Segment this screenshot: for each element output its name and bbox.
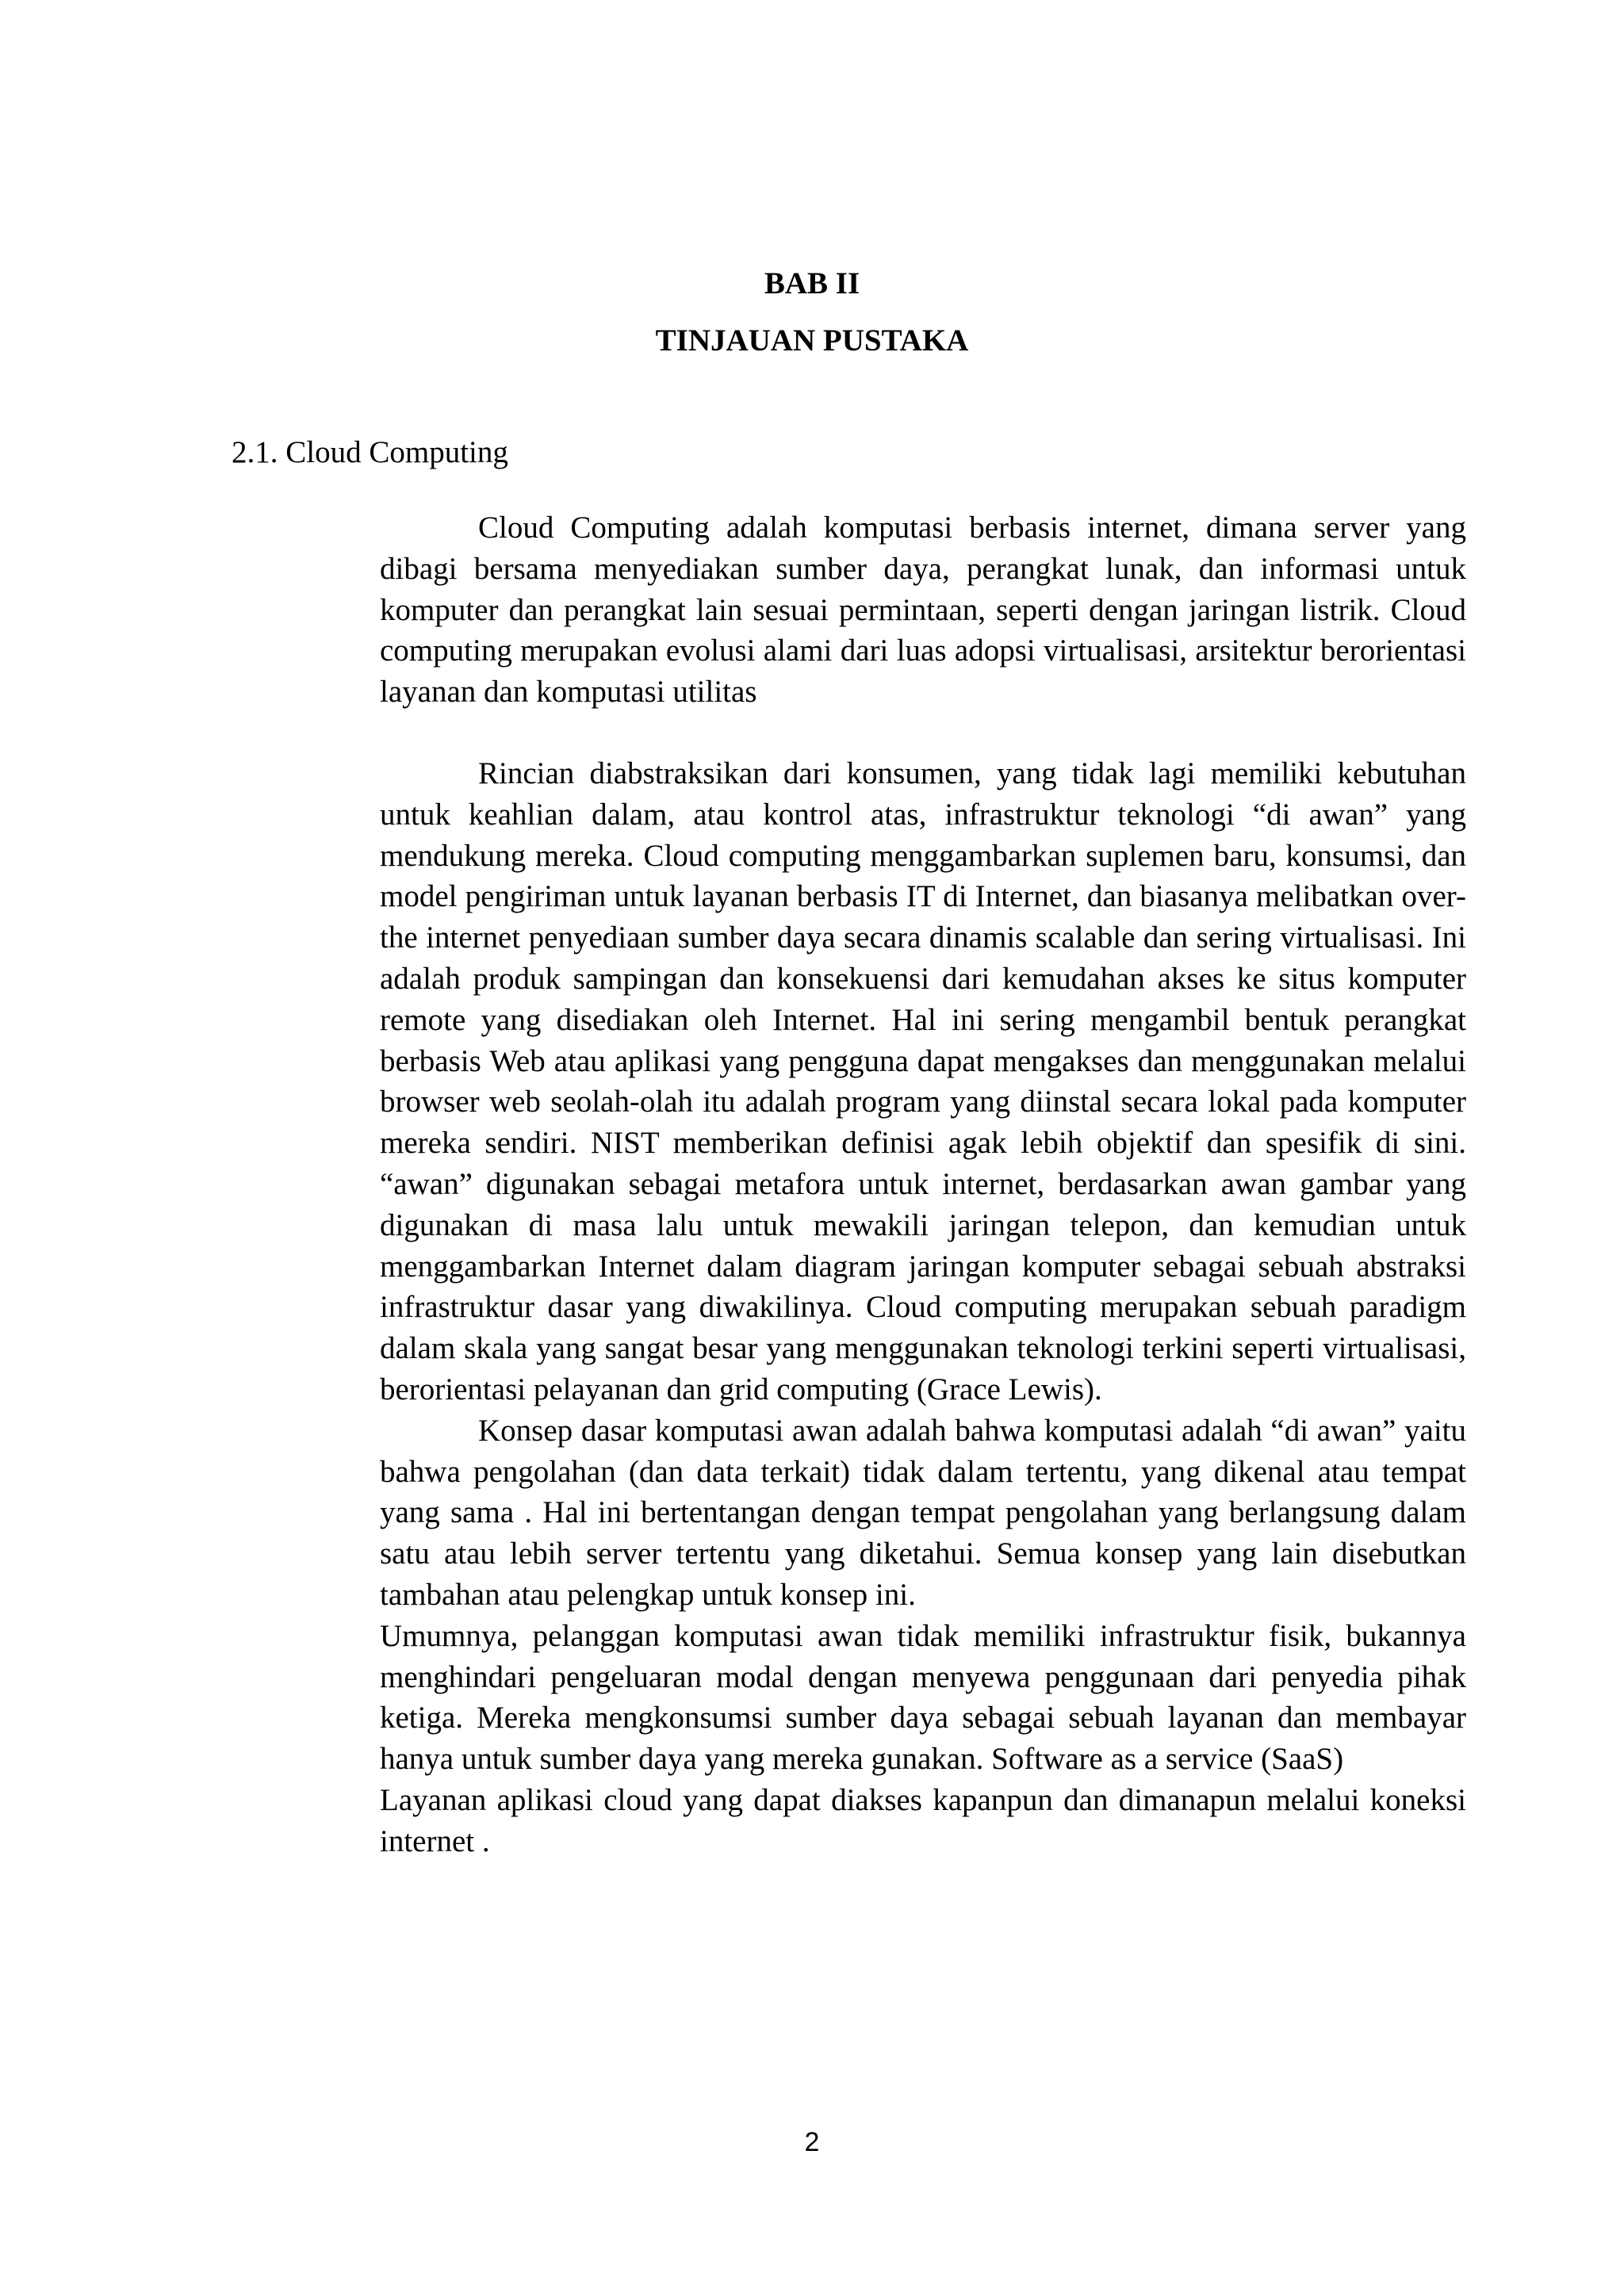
paragraph-2: Rincian diabstraksikan dari konsumen, yang tidak lagi memiliki kebutuhan untuk keahlian dalam, atau kontrol atas, infrastruktur teknologi “di awan” yang mendukung mereka. Cloud computing menggambarkan suplemen baru, konsumsi, dan model pengiriman untuk layanan berbasis IT di Internet, dan biasanya melibatkan over-the internet penyediaan sumber daya secara dinamis scalable dan sering virtualisasi. Ini adalah produk sampingan dan konsekuensi dari kemudahan akses ke situs komputer remote yang disediakan oleh Internet. Hal ini sering mengambil bentuk perangkat berbasis Web atau aplikasi yang pengguna dapat mengakses dan menggunakan melalui browser web seolah-olah itu adalah program yang diinstal secara lokal pada komputer mereka sendiri. NIST memberikan definisi agak lebih objektif dan spesifik di sini. “awan” digunakan sebagai metafora untuk internet, berdasarkan awan gambar yang digunakan di masa lalu untuk mewakili jaringan telepon, dan kemudian untuk menggambarkan Internet dalam diagram jaringan komputer sebagai sebuah abstraksi infrastruktur dasar yang diwakilinya. Cloud computing merupakan sebuah paradigm dalam skala yang sangat besar yang menggunakan teknologi terkini seperti virtualisasi, berorientasi pelayanan dan grid computing (Grace Lewis). — [380, 756, 1466, 1406]
paragraph-1: Cloud Computing adalah komputasi berbasis internet, dimana server yang dibagi bersama menyediakan sumber daya, perangkat lunak, dan informasi untuk komputer dan perangkat lain sesuai permintaan, seperti dengan jaringan listrik. Cloud computing merupakan evolusi alami dari luas adopsi virtualisasi, arsitektur berorientasi layanan dan komputasi utilitas — [380, 511, 1466, 710]
body-text — [380, 507, 1466, 1862]
chapter-title: TINJAUAN PUSTAKA — [655, 323, 969, 358]
page-number: 2 — [804, 2127, 820, 2157]
paragraph-4: Umumnya, pelanggan komputasi awan tidak memiliki infrastruktur fisik, bukannya menghindari pengeluaran modal dengan menyewa penggunaan dari penyedia pihak ketiga. Mereka mengkonsumsi sumber daya sebagai sebuah layanan dan membayar hanya untuk sumber daya yang mereka gunakan. Software as a service (SaaS) — [380, 1618, 1466, 1777]
paragraph-3: Konsep dasar komputasi awan adalah bahwa komputasi adalah “di awan” yaitu bahwa pengolahan (dan data terkait) tidak dalam tertentu, yang dikenal atau tempat yang sama . Hal ini bertentangan dengan tempat pengolahan yang berlangsung dalam satu atau lebih server tertentu yang diketahui. Semua konsep yang lain disebutkan tambahan atau pelengkap untuk konsep ini. — [380, 1413, 1466, 1612]
paragraph-5: Layanan aplikasi cloud yang dapat diakses kapanpun dan dimanapun melalui koneksi internet . — [380, 1782, 1466, 1858]
section-heading: 2.1. Cloud Computing — [232, 435, 508, 469]
chapter-number: BAB II — [764, 266, 860, 300]
